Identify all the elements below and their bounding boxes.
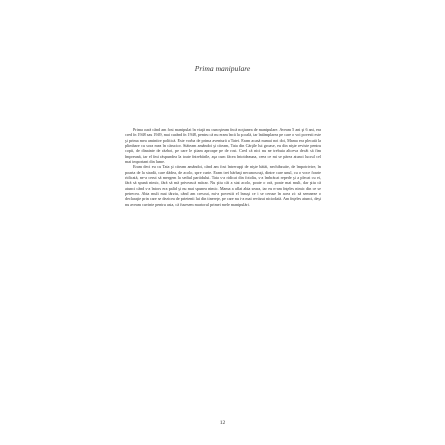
body-text [125,127,321,207]
paragraph: Eram deci eu cu Tata şi citeam amândoi, când am fost întrerupţi de nişte bătăi, nechibzuite, de împotrivire, în poarta de la stradă, care dădea, de acolo, spre curte. Eram trei bărbaţi necunoscuţi, dintre care unul, cu o voce foarte ridicată, ne-a cerut să mergem la sediul partidului. Tata s-a ridicat din fotoliu, s-a îmbrăcat repede şi a plecat cu ei, fără să spună nimic, fără să mă privească măcar. Nu ştiu cât a stat acolo, poate o oră, poate mai mult, dar ştiu că atunci când s-a întors era palid şi nu mai spunea nimic. Mama a aflat abia seara, iar eu n-am înţeles nimic din ce se petrecea. Abia mult mai târziu, când am crescut, mi-a povestit el însuşi ce i se ceruse în acea zi: să semneze o declaraţie prin care se dezicea de prietenii lui din tinereţe, pe care nu i-a mai revăzut niciodată. Am înţeles atunci, deşi nu aveam cuvinte pentru asta, că fusesem martorul primei mele manipulări. [125,164,321,207]
page-number: 12 [219,420,226,426]
chapter-title: Prima manipulare [194,64,251,73]
paragraph: Prima oară când am fost manipulat în viaţă nu cunoşteam încă noţiunea de manipulare. Aveam 5 ani şi 6 ani, era cred în 1948 sau 1949, mai curând în 1948, pentru că nu eram încă la şcoală, iar întâmplarea pe care o voi povesti este şi prima mea amintire politică. Este vorba de prima aventură a Tatei. Eram acasă numai noi doi, Mama era plecată la plimbare cu sora mea în cărucior. Stăteam amândoi şi citeam, Tata din Cărţile lui groase, eu din nişte reviste pentru copii, de dinainte de război, pe care le ştiam aproape pe de rost. Cred că nici nu ne trebuia altceva decât să fim împreună, iar el îmi răspundea la toate întrebările, aşa cum făcea întotdeauna, ceea ce mi se părea atunci lucrul cel mai important din lume. [125,127,321,165]
